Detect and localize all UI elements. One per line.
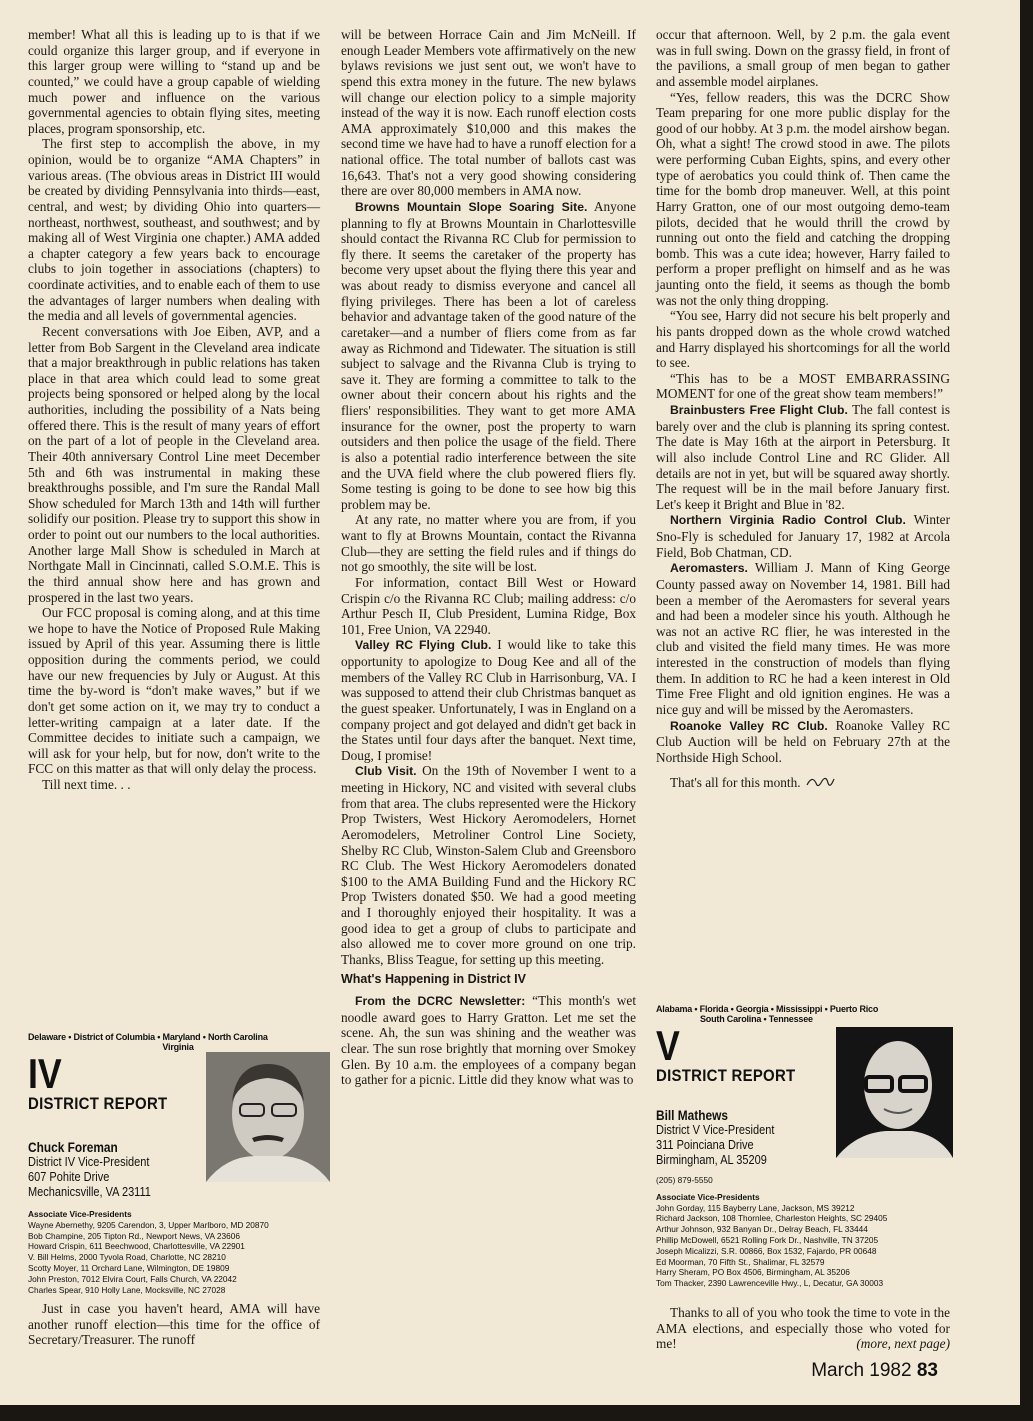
vp-address: Birmingham, AL 35209	[656, 1153, 767, 1167]
assoc-entry: John Preston, 7012 Elvira Court, Falls Church, VA 22042	[28, 1273, 237, 1284]
paragraph-text: William J. Mann of King George County passed away on November 14, 1981. Bill had been a member of the Aeromasters for several years and had been a modeler since his youth. Although he was not an active RC flier, he was interested in the club and visited the field many times. He was more interested in the construction of models than flying them. In addition to RC he had a keen interest in Old Time Free Flight and old ignition engines. He was a nice guy and will be missed by the Aeromasters.	[656, 560, 950, 717]
paragraph: The first step to accomplish the above, in my opinion, would be to organize “AMA Chapters” in various areas. (The obvious areas in District III would be created by dividing Pennsylvania into thirds—east, central, and west; by dividing Ohio into quarters—northeast, northwest, southeast, and southwest; and by making all of West Virginia one chapter.) AMA added a chapter category a few years back to encourage clubs to join together in associations (chapters) to coordinate activities, and to enable each of them to use the advantages of larger numbers when dealing with the media and all levels of governmental agencies.	[28, 136, 320, 324]
assoc-entry: Joseph Micalizzi, S.R. 00866, Box 1532, Fajardo, PR 00648	[656, 1245, 877, 1256]
paragraph: will be between Horrace Cain and Jim McNeill. If enough Leader Members vote affirmatively on the new bylaws revisions we just sent out, we won't have to spend this extra money in the future. The new bylaws will change our election policy to a simple majority instead of the way it is now. Each runoff election costs AMA approximately $10,000 and this makes the second time we have had to have a runoff election for a national office. The total number of ballots cast was 16,643. That's not a very good showing considering there are over 80,000 members in AMA now.	[341, 27, 636, 199]
district-numeral: V	[656, 1022, 680, 1069]
vp-portrait-photo	[206, 1052, 330, 1182]
section-lead: Browns Mountain Slope Soaring Site.	[355, 199, 588, 214]
assoc-entry: Phillip McDowell, 6521 Rolling Fork Dr., Nashville, TN 37205	[656, 1234, 879, 1245]
states-line: Delaware • District of Columbia • Maryland • North Carolina	[28, 1032, 268, 1042]
associate-vps	[28, 1209, 328, 1295]
district-states	[28, 1032, 328, 1052]
assoc-heading: Associate Vice-Presidents	[656, 1191, 760, 1202]
paragraph	[341, 199, 636, 513]
paragraph	[341, 637, 636, 763]
page-footer	[811, 1360, 938, 1382]
paragraph: member! What all this is leading up to is that if we could organize this larger group, and if everyone in this larger group were willing to “stand up and be counted,” we could have a group capable of wielding much power and influence on the various governmental agencies to obtain flying sites, meeting places, program sponsorship, etc.	[28, 27, 320, 136]
section-lead: Northern Virginia Radio Control Club.	[670, 513, 906, 528]
district-report-title: DISTRICT REPORT	[656, 1066, 796, 1085]
column-1-bottom	[28, 1301, 320, 1348]
paragraph-text: Roanoke Valley RC Club Auction will be held on February 27th at the Northside High School.	[656, 717, 950, 765]
paragraph	[341, 993, 636, 1088]
assoc-entry: Ed Moorman, 70 Fifth St., Shalimar, FL 32579	[656, 1256, 825, 1267]
states-line: Virginia	[162, 1042, 194, 1052]
paragraph	[341, 763, 636, 967]
assoc-entry: Harry Sheram, PO Box 4506, Birmingham, AL 35206	[656, 1267, 850, 1278]
assoc-entry: Arthur Johnson, 932 Banyan Dr., Delray Beach, FL 33444	[656, 1224, 868, 1235]
assoc-entry: Howard Crispin, 611 Beechwood, Charlottesville, VA 22901	[28, 1241, 245, 1252]
sign-off: That's all for this month.	[670, 775, 801, 791]
paragraph	[656, 402, 950, 512]
associate-vps	[656, 1192, 956, 1289]
paragraph: “Yes, fellow readers, this was the DCRC Show Team preparing for one more public display for the good of our hobby. At 3 p.m. the model airshow began. Oh, what a sight! The crowd stood in awe. The pilots were performing Cuban Eights, spins, and every other type of aerobatics you could think of. Then came the time for the bomb drop maneuver. Well, at this point Harry Gratton, one of our most outgoing demo-team pilots, decided that he would thrill the crowd by running out onto the field and catching the dropping bomb. This was a cute idea; however, Harry failed to perform a proper preflight on himself and as he was jaunting onto the field, it seems as though the bomb was not the only thing dropping.	[656, 89, 950, 308]
vp-role: District V Vice-President	[656, 1123, 775, 1137]
paragraph: “This has to be a MOST EMBARRASSING MOMENT for one of the great show team members!”	[656, 370, 950, 402]
vp-phone: (205) 879-5550	[656, 1175, 713, 1185]
signature-icon	[804, 773, 838, 791]
column-3	[656, 27, 950, 791]
paragraph: occur that afternoon. Well, by 2 p.m. the gala event was in full swing. Down on the grassy field, in front of the pavilions, a small group of men began to gather and assemble model airplanes.	[656, 27, 950, 89]
assoc-entry: V. Bill Helms, 2000 Tyvola Road, Charlotte, NC 28210	[28, 1252, 226, 1263]
paragraph: For information, contact Bill West or Howard Crispin c/o the Rivanna RC Club; mailing address: c/o Arthur Pesch II, Club President, Lumina Ridge, Box 101, Free Union, VA 22940.	[341, 574, 636, 637]
column-2	[341, 27, 636, 1088]
states-line: Alabama • Florida • Georgia • Mississippi • Puerto Rico	[656, 1004, 879, 1014]
vp-name: Chuck Foreman	[28, 1140, 118, 1155]
paragraph	[656, 560, 950, 717]
paragraph	[656, 718, 950, 766]
district-report-title: DISTRICT REPORT	[28, 1094, 168, 1113]
section-lead: From the DCRC Newsletter:	[355, 994, 526, 1009]
issue-date: March 1982	[811, 1360, 912, 1381]
paragraph-text: Winter Sno-Fly is scheduled for January 17, 1982 at Arcola Field, Bob Chatman, CD.	[656, 512, 951, 560]
vp-name: Bill Mathews	[656, 1108, 728, 1123]
column-3-bottom	[656, 1305, 950, 1352]
vp-address: 311 Poinciana Drive	[656, 1138, 754, 1152]
page-number: 83	[916, 1360, 938, 1381]
paragraph-text: I would like to take this opportunity to apologize to Doug Kee and all of the members of the Valley RC Club in Harrisonburg, VA. I was supposed to attend their club Christmas banquet as the guest speaker. Unfortunately, I was in England on a company project and got delayed and didn't get back in the States until four days after the banquet. Next time, Doug, I promise!	[341, 637, 636, 763]
paragraph: Our FCC proposal is coming along, and at this time we hope to have the Notice of Proposed Rule Making issued by April of this year. Assuming there is little opposition during the comments period, we could have our new frequencies by July or August. At this time the by-word is “don't make waves,” but if we don't get some action on it, we may try to conduct a letter-writing campaign at a later date. If the Committee decides to initiate such a campaign, we will ask for your help, but for now, don't write to the FCC on this matter as that will only delay the process.	[28, 605, 320, 777]
section-lead: Aeromasters.	[670, 561, 748, 576]
paragraph	[656, 1305, 950, 1352]
paragraph: Till next time. . .	[42, 777, 131, 792]
states-line: South Carolina • Tennessee	[700, 1014, 813, 1024]
assoc-entry: Charles Spear, 910 Holly Lane, Mocksville, NC 27028	[28, 1284, 226, 1295]
paragraph: At any rate, no matter where you are from, if you want to fly at Browns Mountain, contact the Rivanna Club—they are setting the field rules and if things do not go smoothly, the site will be lost.	[341, 512, 636, 575]
paragraph-text: Anyone planning to fly at Browns Mountain in Charlottesville should contact the Rivanna RC Club for permission to fly there. It seems the caretaker of the property has become very upset about the flying there this year and was about ready to dismiss everyone and cancel all flying privileges. There has been a lot of careless behavior and advantage taken of the good nature of the caretaker—and a number of fliers come from as far away as Richmond and Tidewater. The situation is still subject to salvage and the Rivanna Club is trying to save it. They are forming a committee to talk to the owner about their concern about his rights and the fliers' responsibilities. They want to get more AMA insurance for the owner, post the property to warn outsiders and then police the usage of the field. There is also a potential radio interference between the site and the UVA field where the club powered fliers fly. Some testing is going to be done to see how big this problem may be.	[341, 198, 636, 512]
paragraph: Just in case you haven't heard, AMA will have another runoff election—this time for the office of Secretary/Treasurer. The runoff	[28, 1301, 320, 1348]
column-1	[28, 27, 320, 793]
vp-role: District IV Vice-President	[28, 1155, 150, 1169]
paragraph-text: Thanks to all of you who took the time to vote in the AMA elections, and especially those who voted for me!	[656, 1305, 950, 1352]
assoc-heading: Associate Vice-Presidents	[28, 1209, 132, 1219]
assoc-entry: John Gorday, 115 Bayberry Lane, Jackson, MS 39212	[656, 1202, 855, 1213]
assoc-entry: Bob Champine, 205 Tipton Rd., Newport News, VA 23606	[28, 1230, 240, 1241]
vp-portrait-photo	[836, 1027, 953, 1158]
assoc-entry: Wayne Abernethy, 9205 Carendon, 3, Upper Marlboro, MD 20870	[28, 1219, 269, 1230]
section-lead: Roanoke Valley RC Club.	[670, 718, 828, 733]
vp-address: Mechanicsville, VA 23111	[28, 1185, 151, 1199]
section-heading: What's Happening in District IV	[341, 971, 526, 986]
paragraph	[656, 512, 950, 560]
assoc-entry: Richard Jackson, 108 Thornlee, Charleston Heights, SC 29405	[656, 1213, 888, 1224]
assoc-entry: Tom Thacker, 2390 Lawrenceville Hwy., L, Decatur, GA 30003	[656, 1278, 884, 1289]
assoc-entry: Scotty Moyer, 11 Orchard Lane, Wilmington, DE 19809	[28, 1262, 230, 1273]
district-numeral: IV	[28, 1050, 62, 1097]
section-lead: Brainbusters Free Flight Club.	[670, 403, 848, 417]
paragraph-text: The fall contest is barely over and the club is planning its spring contest. The date is May 16th at the airport in Petersburg. It will also include Control Line and RC Glider. All details are not in yet, but will be squared away shortly. The request will be in the mail before January first. Let's keep it Bright and Blue in '82.	[656, 402, 950, 512]
section-lead: Club Visit.	[355, 764, 417, 779]
paragraph	[656, 773, 950, 791]
paragraph: Recent conversations with Joe Eiben, AVP, and a letter from Bob Sargent in the Cleveland area indicate that a major breakthrough in public relations has taken place in that area which could lead to some great projects being sponsored or helped along by the local authorities, including the possibility of a Nats being offered there. This is the result of many years of effort on the part of a lot of people in the Cleveland area. Their 40th anniversary Control Line meet December 5th and 6th was instrumental in making these breakthroughs possible, and I'm sure the Randal Mall Show scheduled for March 13th and 14th will further solidify our position. Please try to support this show in order to point out our numbers to the local authorities. Another large Mall Show is scheduled in March at Northgate Mall in Cincinnati, called S.O.M.E. This is the third annual show here and has grown and prospered in the last two years.	[28, 323, 320, 605]
paragraph: “You see, Harry did not secure his belt properly and his pants dropped down as the whole crowd watched and Harry displayed his shortcomings for all the world to see.	[656, 308, 950, 371]
paragraph-text: “This month's wet noodle award goes to Harry Gratton. Let me set the scene. Ah, the sun was shining and the weather was clear. The sun rose brightly that morning over Smokey Glen. By 10 a.m. the employees of a company began to gather for a picnic. Little did they know what was to	[341, 993, 637, 1088]
continued-note: (more, next page)	[856, 1336, 950, 1352]
district-states	[656, 1004, 956, 1024]
paragraph-text: On the 19th of November I went to a meeting in Hickory, NC and visited with several clubs from that area. The clubs represented were the Hickory Prop Twisters, West Hickory Aeromodelers, Hornet Aeromodelers, Metroliner Control Line Society, Shelby RC Club, Winston-Salem Club and Greensboro RC Club. The West Hickory Aeromodelers donated $100 to the AMA Building Fund and the Hickory RC Prop Twisters donated $50. We had a good meeting and I thoroughly enjoyed their hospitality. It was a good idea to get a group of clubs to participate and also allowed me to cover more ground on one trip. Thanks, Bliss Teague, for setting up this meeting.	[341, 763, 636, 967]
section-lead: Valley RC Flying Club.	[355, 638, 492, 653]
vp-address: 607 Pohite Drive	[28, 1170, 110, 1184]
